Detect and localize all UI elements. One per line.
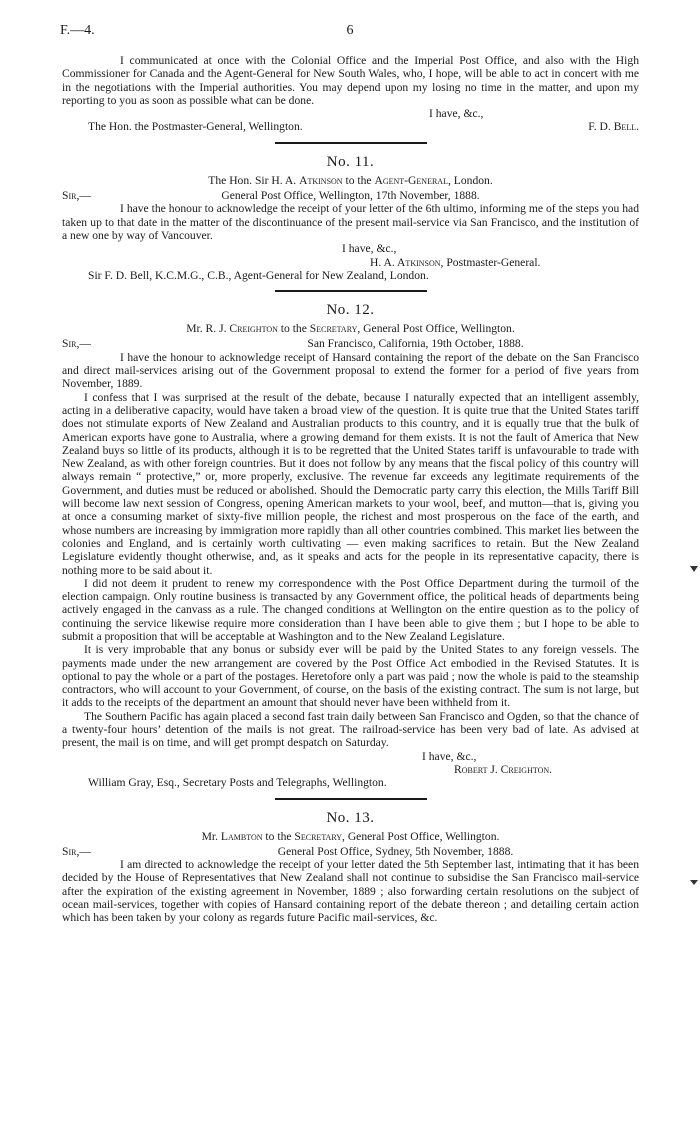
signature-line [62,763,639,776]
separator-rule [275,290,427,292]
separator-rule [275,798,427,800]
letter-number: No. 11. [326,153,375,170]
letter-number: No. 13. [326,809,375,826]
salutation-line [62,337,639,350]
intro-signature: F. D. Bell. [588,120,639,134]
page-header [60,24,640,44]
salutation-line [62,845,639,858]
salutation-line [62,189,639,202]
signature: H. A. Atkinson, Postmaster-General. [370,255,541,269]
separator-rule [275,142,427,144]
letter-no-12 [62,301,639,789]
closing-line [62,750,639,763]
letter-paragraph: I confess that I was surprised at the result of the debate, because I naturally expected that an intelligent assembly, acting in a deliberative capacity, would have taken a broad view of the question. It is quite true that the United States tariff does not stimulate exports of New Zealand and Australian products to this country, and it is equally true that the bulk of American exports have gone to Australia, where a growing demand for them exists. It is not the fault of America that New Zealand buys so little of its products, although it is to be regretted that the United States tariff is unfavourable to trade with New Zealand, as with other foreign countries. But it does not follow by any means that the fiscal policy of this country will always remain “ protective,” or, more properly, exclusive. The revenue far exceeds any legitimate requirements of the Government, and duties must be reduced or abolished. Should the Democratic party carry this election, the Mills Tariff Bill will become law next session of Congress, opening American markets to your wool, beef, and mutton—that is, giving you at once a consuming market of sixty-five million people, the richest and most prosperous on the face of the earth, and whose numbers are increasing by immigration more rapidly than all other countries combined. This market lies between the colonies and England, and is certainly worth cultivating — even making sacrifices to retain. But the New Zealand Legislature evidently thought otherwise, and, as it speaks and acts for the people in its representative capacity, there is nothing more to be said about it. [62,390,639,577]
letter-paragraph: I have the honour to acknowledge receipt of Hansard containing the report of the debate on the San Francisco and direct mail-services arising out of the Government proposal to extend the former for a period of five years from November, 1889. [62,350,639,391]
margin-mark [690,566,698,572]
signature: Robert J. Creighton. [454,762,553,776]
intro-letter-end [62,54,639,134]
intro-paragraph: I communicated at once with the Colonial Office and the Imperial Post Office, and also with the High Commissioner for Canada and the Agent-General for New South Wales, who, I hope, will be able to act in concert with me in the negotiations with the Imperial authorities. You may depend upon my losing no time in the matter, and upon my reporting to you as soon as possible what can be done. [62,54,639,107]
margin-mark [690,880,698,885]
intro-closing: I have, &c., [429,107,484,121]
addressee: William Gray, Esq., Secretary Posts and Telegraphs, Wellington. [88,776,387,790]
paper-code: F.—4. [60,23,95,38]
letter-no-13 [62,809,639,925]
letter-number: No. 12. [326,302,375,319]
letter-paragraph: It is very improbable that any bonus or subsidy ever will be paid by the United States to any foreign vessels. The payments made under the new arrangement are covered by the Post Office Act embodied in the Revised Statutes. It is optional to pay the whole or a part of the postages. Heretofore only a part was paid ; now the whole is paid to the steamship contractors, who will account to your Government, of course, on the basis of the existing contract. The sum is not large, but it adds to the receipts of the department an amount that should never have been withheld from it. [62,643,639,710]
salutation: Sir,— [62,337,91,351]
letter-paragraph: The Southern Pacific has again placed a second fast train daily between San Francisco and Ogden, so that the chance of a twenty-four hours’ detention of the mails is not great. The railroad-service has been very bad of late. As advised at present, the mail is on time, and will get prompt despatch on Saturday. [62,709,639,750]
letter-paragraph: I did not deem it prudent to renew my correspondence with the Post Office Department during the turmoil of the election campaign. Only routine business is transacted by any Government office, the political heads of departments being actively engaged in the canvass as a rule. The changed conditions at Wellington on the entire question as to the policy of continuing the service likewise require more consideration than I have been able to give them ; but I hope to be able to submit a proposition that will be acceptable at Washington and to the New Zealand Legislature. [62,576,639,643]
salutation: Sir,— [62,844,91,858]
addressee: Sir F. D. Bell, K.C.M.G., C.B., Agent-General for New Zealand, London. [88,268,429,282]
letter-no-11 [62,153,639,282]
closing-line [62,242,639,255]
dateline: General Post Office, Wellington, 17th November, 1888. [221,189,480,203]
closing: I have, &c., [342,242,397,256]
page-body [62,54,639,925]
intro-sign-line [62,120,639,133]
page-number: 6 [346,23,354,38]
salutation: Sir,— [62,189,91,203]
intro-closing-line [62,107,639,120]
signature-line [62,256,639,269]
letter-paragraph: I have the honour to acknowledge the receipt of your letter of the 6th ultimo, informing me of the steps you had taken up to that date in the matter of the discontinuance of the present mail-service via San Francisco, and the institution of a new one by way of Vancouver. [62,202,639,242]
letter-heading: The Hon. Sir H. A. Atkinson to the Agent-General, London. [208,173,493,187]
letter-heading: Mr. Lambton to the Secretary, General Post Office, Wellington. [201,829,500,843]
dateline: General Post Office, Sydney, 5th November, 1888. [277,844,514,858]
intro-addressee: The Hon. the Postmaster-General, Wellington. [88,120,303,134]
letter-paragraph: I am directed to acknowledge the receipt of your letter dated the 5th September last, intimating that it has been decided by the House of Representatives that New Zealand shall not continue to subsidise the San Francisco mail-service after the expiration of the existing agreement in November, 1889 ; also forwarding certain resolutions on the subject of ocean mail-services, together with copies of Hansard containing report of the debate thereon ; and detailing certain action which has been taken by your colony as regards future Pacific mail-services, &c. [62,858,639,925]
letter-heading: Mr. R. J. Creighton to the Secretary, General Post Office, Wellington. [186,322,515,336]
closing: I have, &c., [422,749,477,763]
dateline: San Francisco, California, 19th October, 1888. [307,337,524,351]
